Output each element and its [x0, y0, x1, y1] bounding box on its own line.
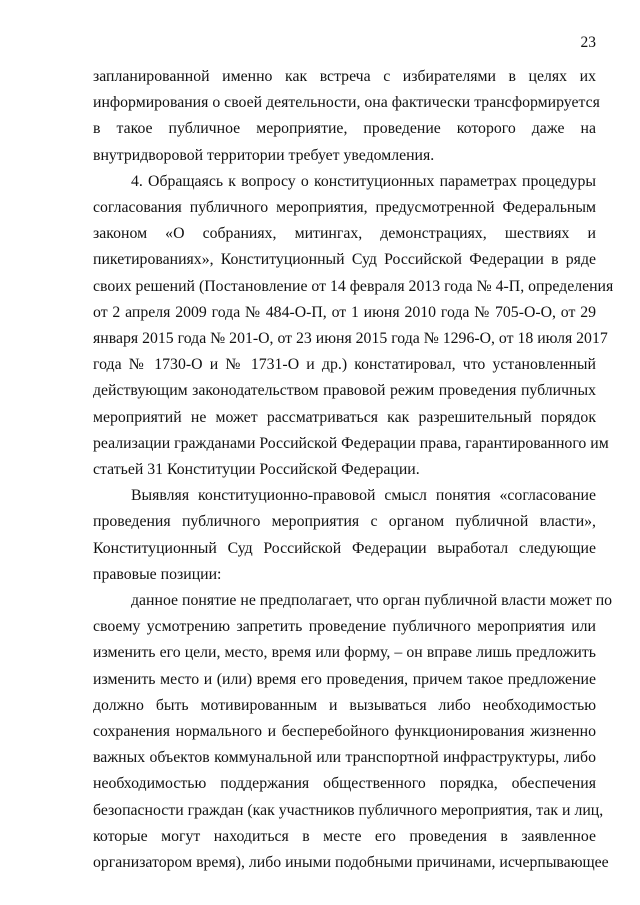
text-line: изменить его цели, место, время или форму, – он вправе лишь предложить: [93, 644, 596, 662]
paragraph: [93, 64, 600, 169]
text-line: в такое публичное мероприятие, проведение которого даже на: [93, 120, 596, 138]
paragraph: [93, 169, 614, 483]
text-line: 4. Обращаясь к вопросу о конституционных параметрах процедуры: [131, 172, 596, 190]
text-line: информирования о своей деятельности, она фактически трансформируется: [93, 94, 600, 112]
page-number: 23: [580, 34, 596, 51]
text-line: внутридворовой территории требует уведомления.: [93, 146, 435, 164]
text-line: своему усмотрению запретить проведение публичного мероприятия или: [93, 618, 596, 636]
text-line: от 2 апреля 2009 года № 484-О-П, от 1 июня 2010 года № 705-О-О, от 29: [93, 303, 596, 321]
text-line: Выявляя конституционно-правовой смысл понятия «согласование: [131, 487, 596, 505]
paragraph: [93, 483, 596, 588]
text-line: года № 1730-О и № 1731-О и др.) констатировал, что установленный: [93, 356, 596, 374]
text-line: должно быть мотивированным и вызываться либо необходимостью: [93, 696, 596, 714]
text-line: реализации гражданами Российской Федерации права, гарантированного им: [93, 434, 609, 452]
text-line: статьей 31 Конституции Российской Федерации.: [93, 461, 420, 479]
text-line: мероприятий не может рассматриваться как разрешительный порядок: [93, 408, 596, 426]
document-body: [93, 64, 614, 876]
text-line: важных объектов коммунальной или транспортной инфраструктуры, либо: [93, 749, 596, 767]
text-line: запланированной именно как встреча с избирателями в целях их: [93, 68, 596, 85]
text-line: законом «О собраниях, митингах, демонстрациях, шествиях и: [93, 225, 596, 243]
text-line: безопасности граждан (как участников публичного мероприятия, так и лиц,: [93, 801, 604, 819]
text-line: необходимостью поддержания общественного порядка, обеспечения: [93, 775, 596, 793]
text-line: действующим законодательством правовой режим проведения публичных: [93, 382, 596, 400]
text-line: своих решений (Постановление от 14 февраля 2013 года № 4-П, определения: [93, 277, 614, 295]
text-line: сохранения нормального и бесперебойного функционирования жизненно: [93, 723, 596, 741]
text-line: проведения публичного мероприятия с органом публичной власти»,: [93, 513, 596, 531]
text-line: данное понятие не предполагает, что орган публичной власти может по: [131, 592, 613, 610]
text-line: согласования публичного мероприятия, предусмотренной Федеральным: [93, 199, 596, 217]
text-line: Конституционный Суд Российской Федерации выработал следующие: [93, 539, 596, 557]
text-line: пикетированиях», Конституционный Суд Российской Федерации в ряде: [93, 251, 596, 269]
paragraph: [93, 588, 613, 876]
text-line: изменить место и (или) время его проведения, причем такое предложение: [93, 670, 596, 688]
text-line: организатором время), либо иными подобными причинами, исчерпывающее: [93, 854, 609, 872]
text-line: которые могут находиться в месте его проведения в заявленное: [93, 827, 596, 845]
text-line: правовые позиции:: [93, 565, 222, 583]
text-line: января 2015 года № 201-О, от 23 июня 2015 года № 1296-О, от 18 июля 2017: [93, 330, 608, 348]
